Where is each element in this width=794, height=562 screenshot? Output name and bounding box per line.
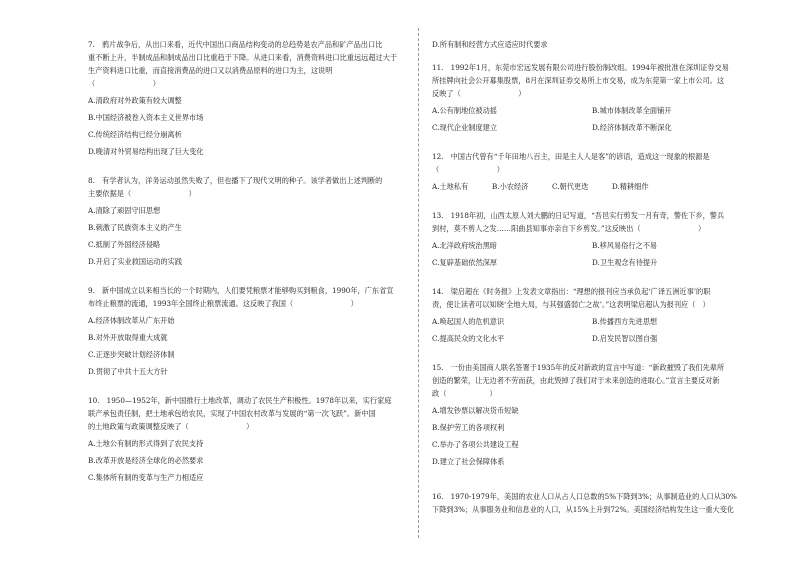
question-stem-line: 政（ ） xyxy=(432,389,497,398)
option-a: A.增发钞票以解决货币短缺 xyxy=(432,406,519,415)
option-a: A.唤起国人的危机意识 xyxy=(432,317,505,326)
question-stem-line: 重不断上升，半制成品和制成品出口比重趋于下降。从进口来看，消费资料进口比重远远超过大于 xyxy=(88,53,398,62)
question-stem-line: 16. 1970-1979年，美国的农业人口从占人口总数的5%下降到3%；从事制造业的人口从30% xyxy=(432,492,737,501)
option-c: C.集体所有制的变革与生产力相适应 xyxy=(88,473,204,482)
option-c: C.抵制了外国经济侵略 xyxy=(88,240,161,249)
option-b: B.中国经济被卷入资本主义世界市场 xyxy=(88,113,204,122)
question-stem-line: 10. 1950—1952年，新中国推行土地改革，调动了农民生产积极性。1978年以来，实行家庭 xyxy=(88,396,392,405)
question-stem-line: 11. 1992年1月，东莞市宏远发展有限公司进行股份制改组。1994年被批准在深圳证券交易 xyxy=(432,63,729,72)
option-row xyxy=(432,100,762,117)
question-13 xyxy=(432,209,762,269)
answer-blank: （ ） xyxy=(432,165,504,174)
option-b: B.小农经济 xyxy=(492,182,529,191)
option-a: A.经济体制改革从广东开始 xyxy=(88,316,175,325)
option-row xyxy=(432,235,762,252)
option-c: C.正逐步突破计划经济体制 xyxy=(88,350,175,359)
option-a: A.土地私有 xyxy=(432,182,469,191)
question-stem-line: 反映了（ ） xyxy=(432,89,526,98)
option-row xyxy=(432,252,762,269)
option-d: D.贯彻了中共十五大方针 xyxy=(88,367,168,376)
left-column xyxy=(88,38,406,484)
option-a: A.清除了顽固守旧思想 xyxy=(88,206,161,215)
option-b: B.改革开放是经济全球化的必然要求 xyxy=(88,456,204,465)
question-stem-line: 的土地政策与政策调整反映了（ ） xyxy=(88,422,254,431)
option-d: D.精耕细作 xyxy=(612,182,649,191)
option-b: B.保护劳工的各项权利 xyxy=(432,423,505,432)
option-row xyxy=(432,176,762,193)
option-c: C.传统经济结构已经分崩离析 xyxy=(88,130,182,139)
question-14 xyxy=(432,285,762,345)
option-a: A.土地公有制的形式得到了农民支持 xyxy=(88,439,204,448)
question-10 xyxy=(88,394,406,484)
right-column xyxy=(432,38,762,516)
question-stem-line: 创造的繁荣，让无边者不劳而获，由此毁掉了我们对于未来创造的进取心。”宣言主要反对新 xyxy=(432,376,720,385)
option-b: B.刺激了民族资本主义的产生 xyxy=(88,223,182,232)
option-b: B.城市体制改革全面铺开 xyxy=(592,106,672,115)
option-b: B.移风易俗行之不易 xyxy=(592,241,658,250)
question-15 xyxy=(432,361,762,468)
question-stem-line: 所挂牌向社会公开募集股票，8月在深圳证券交易所上市交易，成为东莞第一家上市公司。这 xyxy=(432,76,725,85)
option-a: A.清政府对外政策有较大调整 xyxy=(88,96,182,105)
option-d: D.经济体制改革不断深化 xyxy=(592,123,672,132)
question-stem-line: 9. 新中国成立以来相当长的一个时期内，人们要凭粮票才能够购买到粮食，1990年，广东省宣 xyxy=(88,286,394,295)
option-row xyxy=(432,117,762,134)
option-a: A.北洋政府统治黑暗 xyxy=(432,241,497,250)
option-d: D.所有制和经营方式应适应时代要求 xyxy=(432,40,548,49)
question-stem-line: 14. 梁启超在《时务报》上发表文章指出：“理想的报刊应当承负起‘广译五洲近事’的职 xyxy=(432,287,711,296)
question-stem-line: 联产承包责任制，把土地承包给农民，实现了中国农村改革与发展的“第一次飞跃”。新中国 xyxy=(88,409,376,418)
question-16 xyxy=(432,490,762,516)
option-row xyxy=(432,328,762,345)
option-row xyxy=(432,311,762,328)
question-stem-line: 下降到3%；从事服务业和信息业的人口，从15%上升到72%。美国经济结构发生这一重大变化 xyxy=(432,505,735,514)
answer-blank: （ ） xyxy=(88,79,160,88)
question-stem-line: 主要依据是（ ） xyxy=(88,189,196,198)
option-b: B.传播西方先进思想 xyxy=(592,317,658,326)
question-stem-line: 生产资料进口比重，而直接消费品的进口又以消费品原料的进口为主，这说明 xyxy=(88,66,333,75)
option-b: B.对外开放取得重大成就 xyxy=(88,333,168,342)
question-stem-line: 责，使让读者可以知晓‘全地大局，与其强盛弱亡之故’。”这表明梁启超认为报刊应（ ） xyxy=(432,300,710,309)
column-divider xyxy=(418,28,419,538)
option-c: C.复辟基础依然深厚 xyxy=(432,258,498,267)
question-11 xyxy=(432,61,762,134)
question-stem-line: 8. 有学者认为，洋务运动虽然失败了，但也播下了现代文明的种子。该学者做出上述判断的 xyxy=(88,176,383,185)
question-stem-line: 7. 鸦片战争后，从出口来看，近代中国出口商品结构变动的总趋势是农产品和矿产品出口比 xyxy=(88,40,383,49)
option-c: C.提高民众的文化水平 xyxy=(432,334,505,343)
option-c: C.举办了各项公共建设工程 xyxy=(432,440,519,449)
question-stem-line: 15. 一份由美国商人联名签署于1935年的反对新政的宣言中写道：“新政摧毁了我们先辈所 xyxy=(432,363,725,372)
question-stem-line: 布终止粮票的流通，1993年全国终止粮票流通。这反映了我国（ ） xyxy=(88,299,358,308)
question-7 xyxy=(88,38,406,158)
option-d: D.卫生观念有待提升 xyxy=(592,258,658,267)
question-stem-line: 12. 中国古代曾有“千年田地八百主，田是主人人是客”的谚语，造成这一现象的根源是 xyxy=(432,152,710,161)
option-c: C.现代企业制度建立 xyxy=(432,123,498,132)
option-d: D.晚清对外贸易结构出现了巨大变化 xyxy=(88,147,204,156)
question-9 xyxy=(88,284,406,378)
option-d: D.启发民智以图自强 xyxy=(592,334,658,343)
question-8 xyxy=(88,174,406,268)
question-12 xyxy=(432,150,762,193)
option-d: D.开启了实业救国运动的实践 xyxy=(88,257,183,266)
question-stem-line: 13. 1918年初，山西太原人刘大鹏的日记写道，“吾邑实行剪发一月有奇，警佐下乡，警兵 xyxy=(432,211,725,220)
option-d: D.建立了社会保障体系 xyxy=(432,457,505,466)
option-a: A.公有制地位被动摇 xyxy=(432,106,497,115)
option-c: C.朝代更迭 xyxy=(552,182,589,191)
question-stem-line: 到村，莫不剪人之发……阳曲县知事亦亲自下乡剪发。”这反映出（ ） xyxy=(432,224,706,233)
